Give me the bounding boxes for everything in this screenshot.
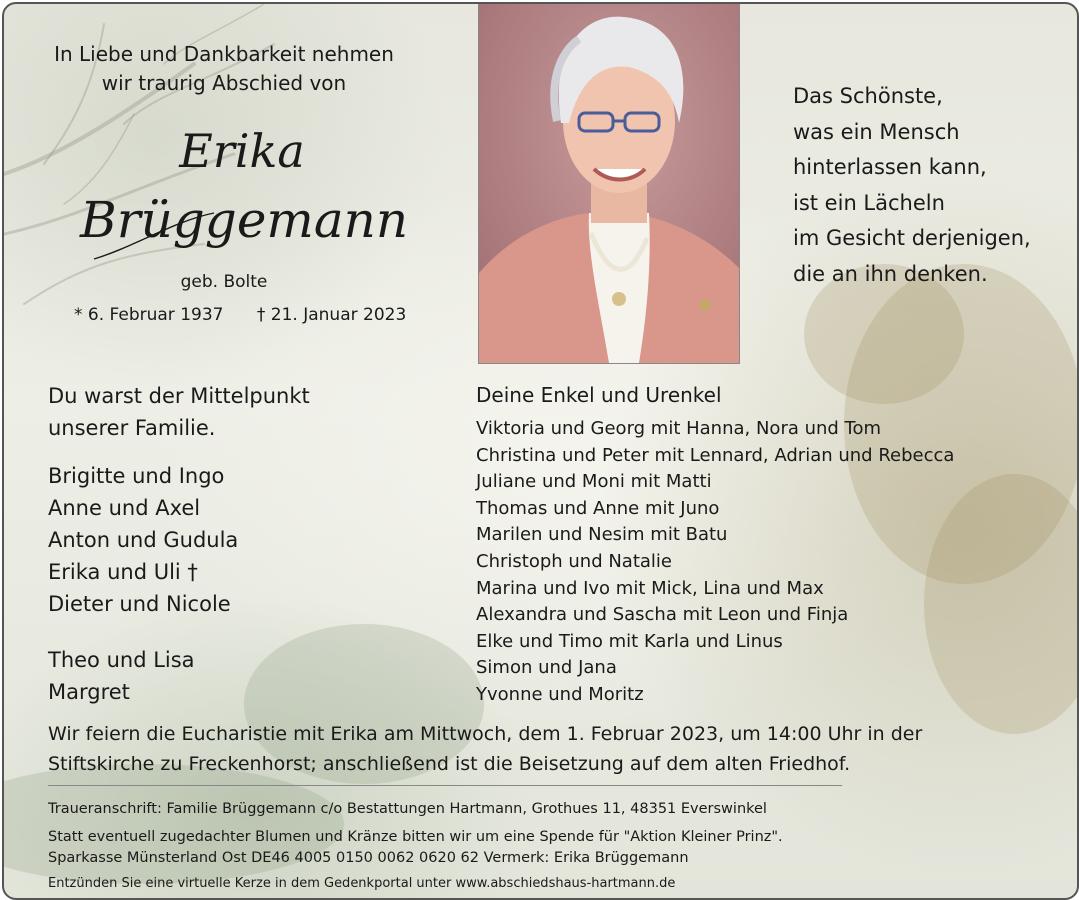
signature-first-name: Erika	[179, 124, 305, 178]
quote-line: hinterlassen kann,	[793, 155, 987, 179]
family-list	[48, 380, 310, 708]
intro-line-1: In Liebe und Dankbarkeit nehmen	[54, 42, 394, 66]
ceremony-line: Stiftskirche zu Freckenhorst; anschließend ist die Beisetzung auf dem alten Friedhof.	[48, 753, 851, 775]
ceremony-notice	[48, 719, 922, 779]
family-member: Anton und Gudula	[48, 528, 239, 552]
grandchildren-line: Alexandra und Sascha mit Leon und Finja	[476, 604, 849, 626]
family-member: Brigitte und Ingo	[48, 464, 225, 488]
divider	[48, 785, 842, 786]
grandchildren-line: Marina und Ivo mit Mick, Lina und Max	[476, 577, 824, 599]
mourning-address: Traueranschrift: Familie Brüggemann c/o Bestattungen Hartmann, Grothues 11, 48351 Everswinkel	[48, 801, 767, 817]
footer-notes	[48, 799, 783, 894]
family-intro-line: unserer Familie.	[48, 416, 216, 440]
donation-request: Statt eventuell zugedachter Blumen und Kränze bitten wir um eine Spende für "Aktion Kleiner Prinz".	[48, 829, 783, 845]
quote-line: die an ihn denken.	[793, 261, 988, 286]
quote-line: was ein Mensch	[793, 119, 960, 144]
portrait-photo	[478, 2, 740, 364]
grandchildren-line: Christina und Peter mit Lennard, Adrian und Rebecca	[476, 444, 955, 466]
grandchildren-line: Viktoria und Georg mit Hanna, Nora und Tom	[476, 418, 882, 439]
grandchildren-title: Deine Enkel und Urenkel	[476, 383, 722, 407]
birth-date: * 6. Februar 1937	[74, 305, 224, 325]
family-member: Erika und Uli †	[48, 560, 198, 584]
grandchildren-line: Elke und Timo mit Karla und Linus	[476, 630, 783, 652]
quote-line: ist ein Lächeln	[793, 190, 945, 215]
bank-details: Sparkasse Münsterland Ost DE46 4005 0150 0062 0620 62 Vermerk: Erika Brüggemann	[48, 850, 689, 866]
grandchildren-line: Juliane und Moni mit Matti	[476, 471, 712, 493]
family-member: Dieter und Nicole	[48, 592, 231, 616]
signature-last-name: Brüggemann	[79, 191, 409, 249]
family-intro-line: Du warst der Mittelpunkt	[48, 384, 310, 408]
grandchildren-line: Christoph und Natalie	[476, 550, 673, 572]
maiden-name: geb. Bolte	[180, 272, 268, 292]
quote-line: Das Schönste,	[793, 84, 943, 108]
grandchildren-line: Simon und Jana	[476, 657, 617, 679]
life-dates	[74, 305, 406, 325]
family-member: Anne und Axel	[48, 496, 201, 520]
intro-text	[44, 40, 404, 98]
grandchildren-line: Yvonne und Moritz	[476, 683, 644, 705]
grandchildren-line: Thomas und Anne mit Juno	[476, 497, 720, 519]
death-date: † 21. Januar 2023	[256, 305, 407, 325]
family-member: Margret	[48, 680, 130, 704]
grandchildren-list	[476, 380, 954, 709]
ceremony-line: Wir feiern die Eucharistie mit Erika am Mittwoch, dem 1. Februar 2023, um 14:00 Uhr in der	[48, 723, 923, 745]
quote	[793, 79, 1031, 292]
grandchildren-line: Marilen und Nesim mit Batu	[476, 524, 728, 546]
quote-line: im Gesicht derjenigen,	[793, 226, 1031, 250]
family-member: Theo und Lisa	[48, 648, 195, 672]
name-signature	[64, 109, 424, 269]
obituary-card	[2, 2, 1079, 900]
memorial-portal-note: Entzünden Sie eine virtuelle Kerze in dem Gedenkportal unter www.abschiedshaus-hartmann.de	[48, 876, 676, 891]
intro-line-2: wir traurig Abschied von	[101, 71, 347, 95]
